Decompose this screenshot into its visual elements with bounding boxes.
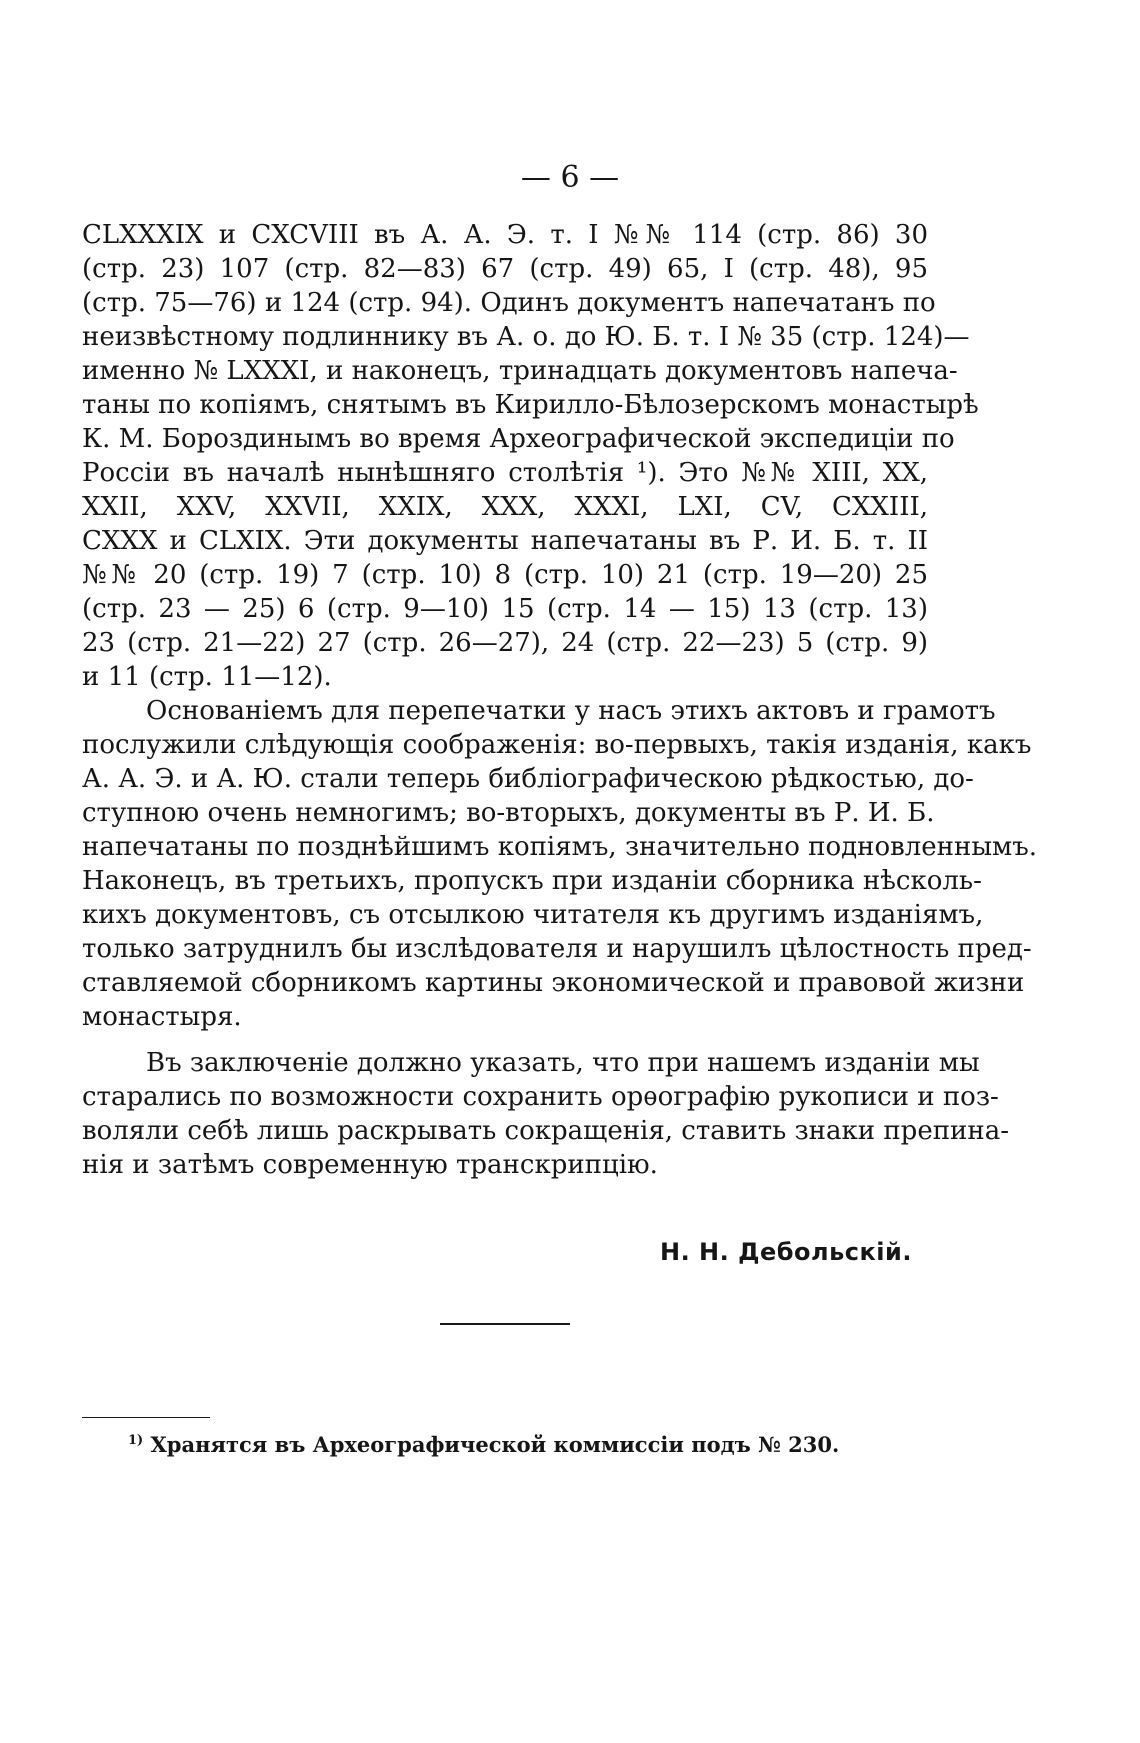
text-line: монастыря. [82,1002,242,1032]
text-line: напечатаны по позднѣйшимъ копiямъ, значительно подновленнымъ. [82,832,1038,862]
text-line: ставляемой сборникомъ картины экономической и правовой жизни [82,968,1025,998]
text-line: таны по копiямъ, снятымъ въ Кирилло-Бѣлозерскомъ монастырѣ [82,390,979,420]
text-line: №№ 20 (стр. 19) 7 (стр. 10) 8 (стр. 10) 21 (стр. 19—20) 25 [82,560,928,590]
footnote-text: Хранятся въ Археографической коммиссiи подъ № 230. [150,1432,840,1457]
text-line: 23 (стр. 21—22) 27 (стр. 26—27), 24 (стр. 22—23) 5 (стр. 9) [82,628,928,658]
text-line: Основанiемъ для перепечатки у насъ этихъ актовъ и грамотъ [146,696,996,726]
text-line: ступною очень немногимъ; во-вторыхъ, документы въ Р. И. Б. [82,798,935,828]
page-number: — 6 — [520,160,620,195]
text-line: Россiи въ началѣ нынѣшняго столѣтiя ¹). Это №№ XIII, XX, [82,458,928,488]
text-line: К. М. Бороздинымъ во время Археографической экспедицiи по [82,424,955,454]
text-line: (стр. 23 — 25) 6 (стр. 9—10) 15 (стр. 14 — 15) 13 (стр. 13) [82,594,928,624]
text-line: (стр. 23) 107 (стр. 82—83) 67 (стр. 49) 65, I (стр. 48), 95 [82,254,928,284]
author-signature: Н. Н. Дебольскiй. [660,1238,912,1266]
text-line: CXXX и CLXIX. Эти документы напечатаны въ Р. И. Б. т. II [82,526,928,556]
text-line: (стр. 75—76) и 124 (стр. 94). Одинъ документъ напечатанъ по [82,288,936,318]
text-line: и 11 (стр. 11—12). [82,662,332,692]
text-line: Наконецъ, въ третьихъ, пропускъ при изданiи сборника нѣсколь- [82,866,982,896]
text-line: воляли себѣ лишь раскрывать сокращенiя, ставить знаки препина- [82,1116,1009,1146]
text-line: Въ заключенiе должно указать, что при нашемъ изданiи мы [146,1048,980,1078]
footnote-marker: 1) [128,1433,144,1448]
text-line: А. А. Э. и А. Ю. стали теперь библiографическою рѣдкостью, до- [82,764,974,794]
text-line: послужили слѣдующiя соображенiя: во-первыхъ, такiя изданiя, какъ [82,730,1032,760]
text-line: нiя и затѣмъ современную транскрипцiю. [82,1150,658,1180]
section-divider [440,1323,570,1325]
footnote-separator [82,1417,210,1418]
text-line: CLXXXIX и CXCVIII въ А. А. Э. т. I №№ 114 (стр. 86) 30 [82,220,928,250]
text-line: неизвѣстному подлиннику въ А. о. до Ю. Б. т. I № 35 (стр. 124)— [82,322,970,352]
text-line: только затруднилъ бы изслѣдователя и нарушилъ цѣлостность пред- [82,934,1032,964]
text-line: именно № LXXXI, и наконецъ, тринадцать документовъ напеча- [82,356,958,386]
text-line: XXII, XXV, XXVII, XXIX, XXX, XXXI, LXI, CV, CXXIII, [82,492,928,522]
text-line: старались по возможности сохранить орѳографiю рукописи и поз- [82,1082,999,1112]
footnote [128,1432,839,1457]
text-line: кихъ документовъ, съ отсылкою читателя къ другимъ изданiямъ, [82,900,984,930]
